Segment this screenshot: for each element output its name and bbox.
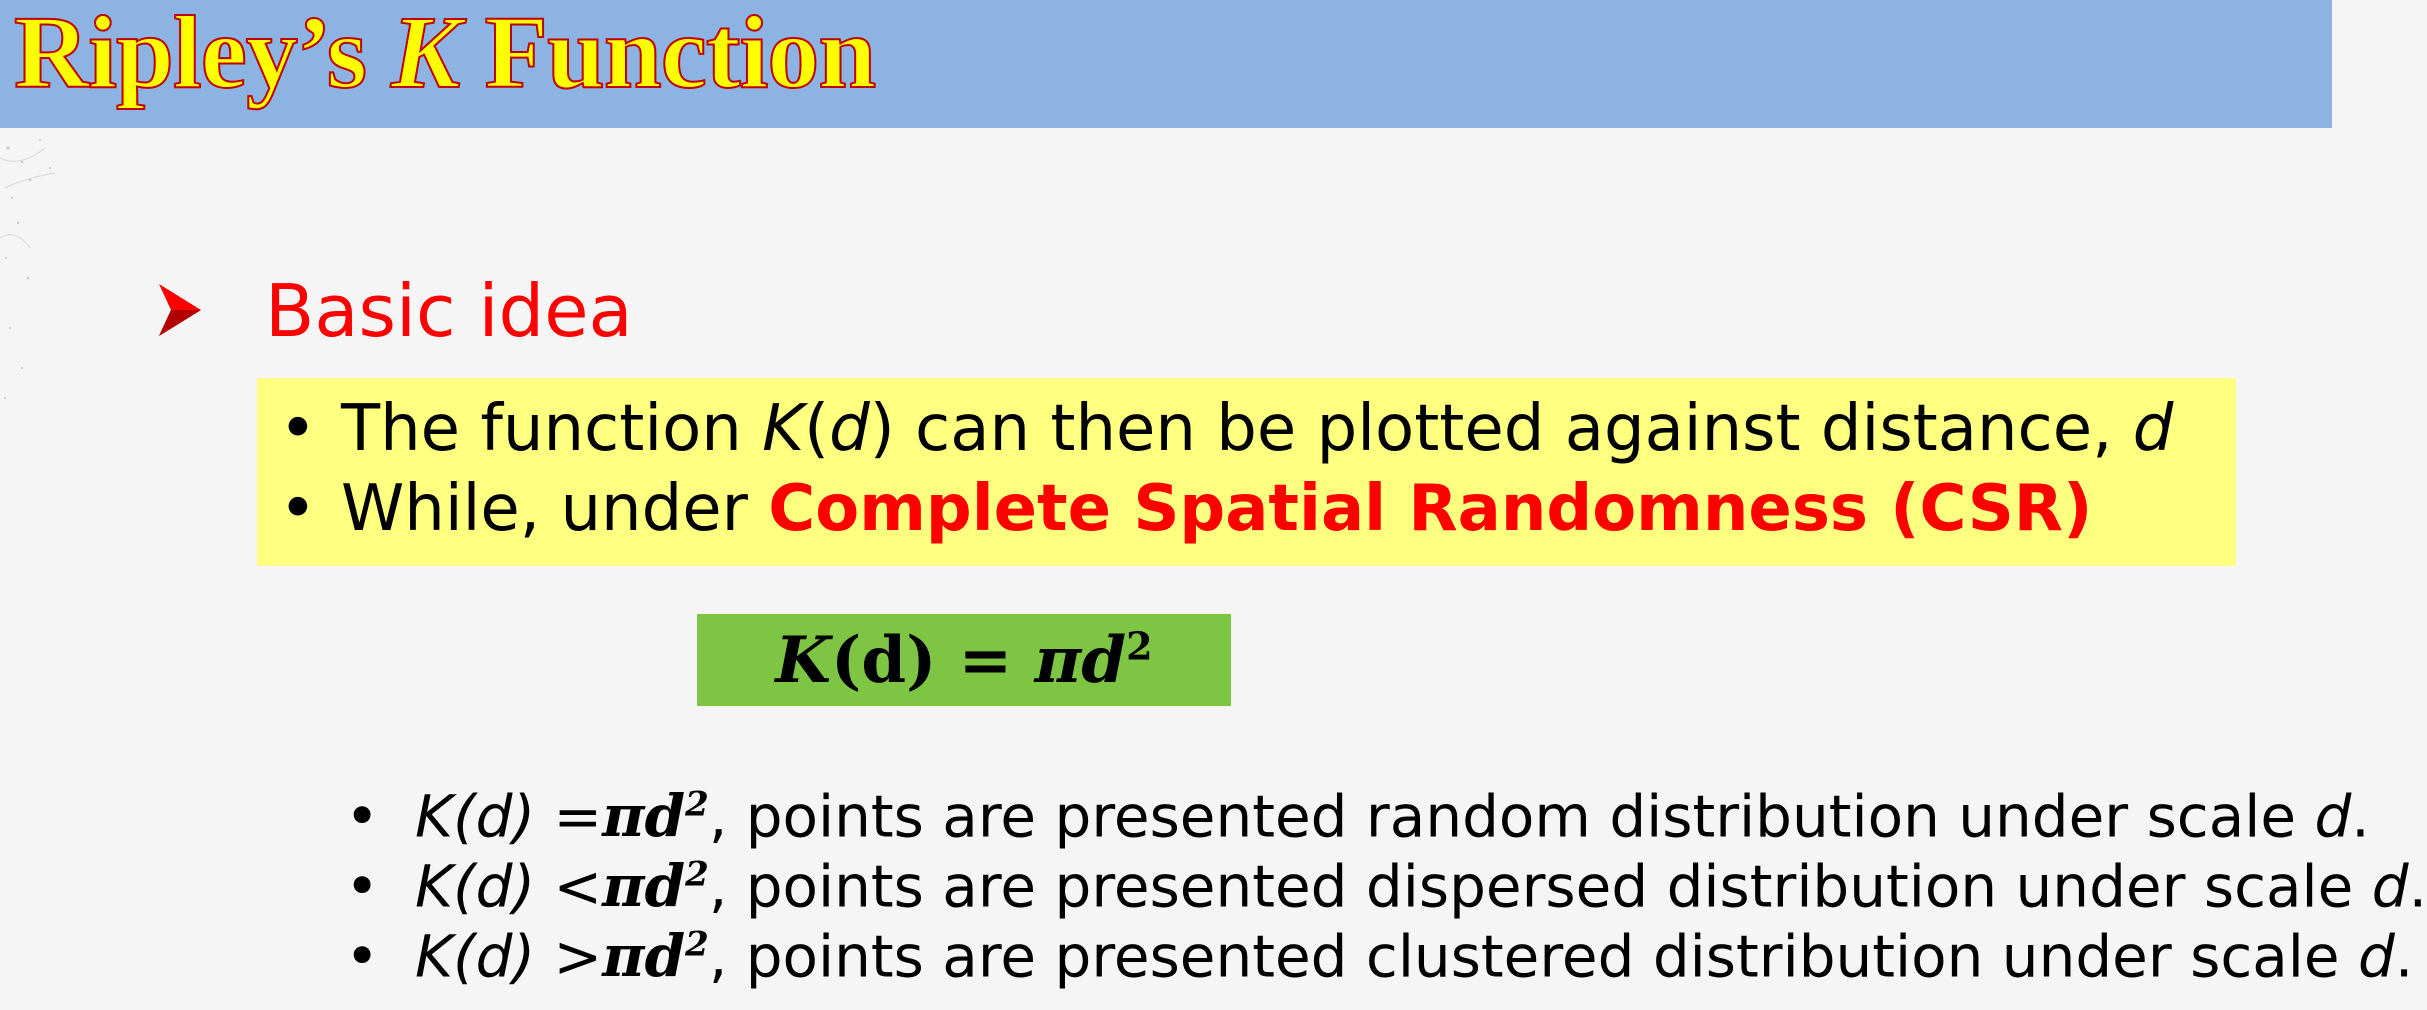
cond-pi: πd (602, 852, 686, 921)
cond-exponent: 2 (685, 925, 709, 965)
cond-operator: = (553, 782, 603, 851)
d-distance-symbol: d (2132, 392, 2174, 466)
text-the-function: The function (341, 392, 742, 466)
d-symbol: d (829, 392, 870, 466)
arrow-bullet-icon (155, 280, 205, 340)
csr-emphasis: Complete Spatial Randomness (CSR) (768, 472, 2093, 546)
formula-k: K (775, 622, 832, 698)
bullet-dot: • (279, 472, 317, 546)
formula-equals: = (958, 622, 1013, 698)
cond-scale-d: d (2358, 922, 2395, 991)
cond-operator: < (553, 852, 603, 921)
cond-kd: K(d) (415, 922, 536, 991)
formula-d: d (1081, 622, 1127, 698)
cond-exponent: 2 (685, 785, 709, 825)
bullet-line-plot (279, 390, 2173, 468)
formula-box (697, 614, 1231, 706)
cond-period: . (2408, 852, 2427, 921)
bullet-dot: • (345, 782, 380, 851)
cond-period: . (2351, 782, 2370, 851)
title-text-ripleys: Ripley’s (14, 0, 367, 110)
cond-kd: K(d) (415, 782, 536, 851)
cond-text: , points are presented clustered distribution under scale (708, 922, 2340, 991)
text-while-under: While, under (341, 472, 748, 546)
paren-close: ) (869, 392, 895, 466)
text-plotted-against: can then be plotted against distance, (915, 392, 2113, 466)
cond-scale-d: d (2314, 782, 2352, 851)
cond-pi-d2 (602, 922, 709, 990)
cond-operator: > (553, 922, 603, 991)
bullet-dot: • (345, 852, 380, 921)
cond-text: , points are presented dispersed distribution under scale (708, 852, 2354, 921)
cond-text: , points are presented random distribution under scale (708, 782, 2297, 851)
cond-pi: πd (602, 782, 686, 851)
cond-period: . (2394, 922, 2414, 991)
formula-exponent: 2 (1126, 623, 1153, 669)
condition-clustered (345, 910, 2413, 991)
formula (775, 623, 1152, 698)
title-k-symbol: K (391, 0, 460, 110)
cond-exponent: 2 (685, 855, 709, 895)
title-text-function: Function (484, 0, 876, 110)
highlight-box (257, 378, 2236, 566)
slide-title (14, 0, 875, 112)
paren-open: ( (804, 392, 830, 466)
bullet-dot: • (345, 922, 380, 991)
bullet-line-csr (279, 470, 2092, 548)
k-symbol: K (762, 392, 805, 466)
cond-pi: πd (602, 922, 686, 991)
cond-scale-d: d (2371, 852, 2409, 921)
cond-kd: K(d) (415, 852, 536, 921)
section-label: Basic idea (265, 269, 633, 353)
title-bar (0, 0, 2332, 128)
formula-arg: (d) (831, 622, 937, 698)
background-texture-decoration (0, 128, 90, 428)
formula-pi: π (1034, 622, 1082, 698)
bullet-dot: • (279, 392, 317, 466)
